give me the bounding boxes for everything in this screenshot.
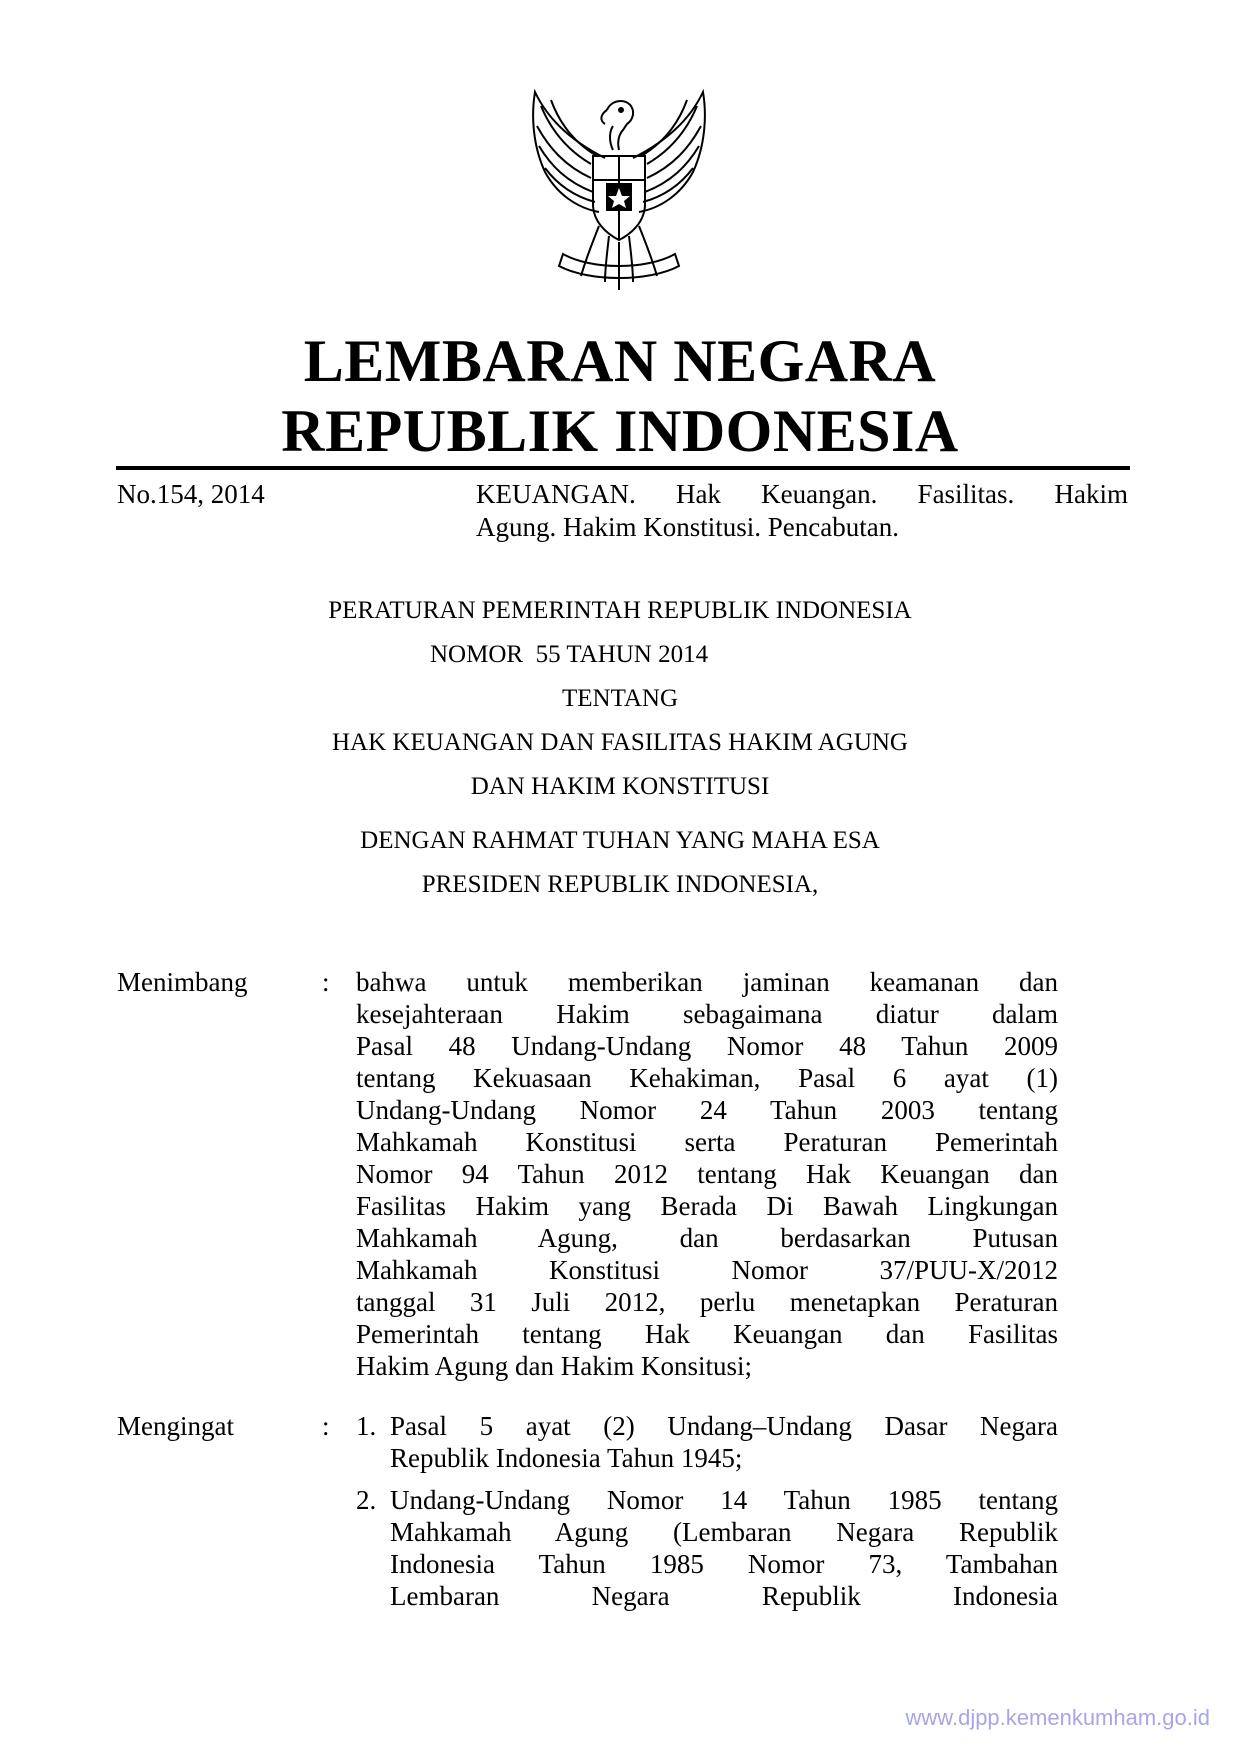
menimbang-text: [356, 966, 1058, 1382]
mengingat-line: Mahkamah Agung (Lembaran Negara Republik: [390, 1517, 1058, 1547]
gazette-title: LEMBARAN NEGARA: [303, 328, 937, 394]
mengingat-line: Undang-Undang Nomor 14 Tahun 1985 tentang: [390, 1485, 1058, 1515]
preamble-president: PRESIDEN REPUBLIK INDONESIA,: [421, 871, 819, 898]
mengingat-line: Republik Indonesia Tahun 1945;: [390, 1443, 743, 1473]
menimbang-line: Hakim Agung dan Hakim Konsitusi;: [356, 1351, 752, 1381]
mengingat-label: Mengingat: [117, 1411, 234, 1441]
menimbang-line: Mahkamah Agung, dan berdasarkan Putusan: [356, 1223, 1058, 1253]
mengingat-item: [390, 1484, 1058, 1612]
mengingat-item-number: 2.: [356, 1485, 377, 1515]
menimbang-line: Mahkamah Konstitusi serta Peraturan Pemerintah: [356, 1127, 1058, 1157]
menimbang-line: kesejahteraan Hakim sebagaimana diatur dalam: [356, 999, 1058, 1029]
regulation-title: PERATURAN PEMERINTAH REPUBLIK INDONESIA: [328, 597, 912, 624]
menimbang-line: Fasilitas Hakim yang Berada Di Bawah Lingkungan: [356, 1191, 1058, 1221]
regulation-subject-1: HAK KEUANGAN DAN FASILITAS HAKIM AGUNG: [332, 729, 908, 756]
menimbang-label: Menimbang: [117, 967, 248, 997]
mengingat-line: Lembaran Negara Republik Indonesia: [390, 1581, 1058, 1611]
mengingat-line: Indonesia Tahun 1985 Nomor 73, Tambahan: [390, 1549, 1058, 1579]
garuda-emblem: [521, 86, 717, 298]
mengingat-line: Pasal 5 ayat (2) Undang–Undang Dasar Negara: [390, 1411, 1058, 1441]
regulation-about: TENTANG: [561, 685, 679, 712]
menimbang-line: tentang Kekuasaan Kehakiman, Pasal 6 ayat (1): [356, 1063, 1058, 1093]
menimbang-line: tanggal 31 Juli 2012, perlu menetapkan Peraturan: [356, 1287, 1058, 1317]
source-url-link[interactable]: www.djpp.kemenkumham.go.id: [905, 1705, 1210, 1730]
gazette-subtitle: REPUBLIK INDONESIA: [281, 398, 959, 464]
menimbang-line: Mahkamah Konstitusi Nomor 37/PUU-X/2012: [356, 1255, 1058, 1285]
gazette-number: No.154, 2014: [117, 479, 265, 509]
menimbang-line: Undang-Undang Nomor 24 Tahun 2003 tentang: [356, 1095, 1058, 1125]
menimbang-line: Nomor 94 Tahun 2012 tentang Hak Keuangan dan: [356, 1159, 1058, 1189]
gazette-subject: [476, 478, 1128, 544]
mengingat-item: [390, 1410, 1058, 1474]
preamble-blessing: DENGAN RAHMAT TUHAN YANG MAHA ESA: [360, 827, 880, 854]
menimbang-line: Pemerintah tentang Hak Keuangan dan Fasilitas: [356, 1319, 1058, 1349]
title-divider: [116, 466, 1130, 470]
menimbang-line: bahwa untuk memberikan jaminan keamanan dan: [356, 967, 1058, 997]
subject-line: Agung. Hakim Konstitusi. Pencabutan.: [476, 512, 899, 542]
regulation-subject-2: DAN HAKIM KONSTITUSI: [470, 773, 770, 800]
mengingat-item-number: 1.: [356, 1411, 377, 1441]
subject-line: KEUANGAN. Hak Keuangan. Fasilitas. Hakim: [476, 479, 1128, 509]
menimbang-colon: :: [322, 967, 330, 997]
mengingat-colon: :: [322, 1411, 330, 1441]
menimbang-line: Pasal 48 Undang-Undang Nomor 48 Tahun 2009: [356, 1031, 1058, 1061]
